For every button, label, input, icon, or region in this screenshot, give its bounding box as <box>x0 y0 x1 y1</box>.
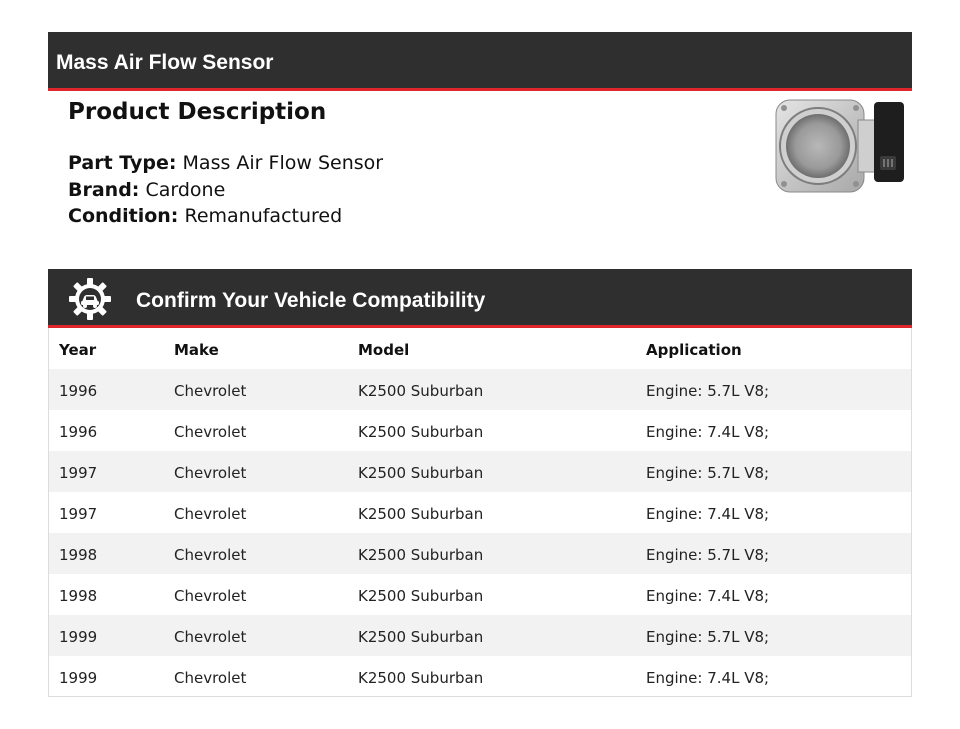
table-row <box>49 574 911 615</box>
cell-year: 1996 <box>59 382 98 400</box>
cell-make: Chevrolet <box>174 669 247 687</box>
cell-application: Engine: 7.4L V8; <box>646 505 770 523</box>
table-row <box>49 615 911 656</box>
cell-make: Chevrolet <box>174 382 247 400</box>
table-row <box>49 492 911 533</box>
cell-application: Engine: 5.7L V8; <box>646 628 770 646</box>
cell-make: Chevrolet <box>174 505 247 523</box>
cell-model: K2500 Suburban <box>358 464 484 482</box>
cell-make: Chevrolet <box>174 587 247 605</box>
cell-year: 1997 <box>59 464 98 482</box>
table-row <box>49 533 911 574</box>
cell-year: 1998 <box>59 546 98 564</box>
cell-application: Engine: 7.4L V8; <box>646 669 770 687</box>
column-header-model: Model <box>358 341 410 359</box>
product-description <box>68 96 383 230</box>
cell-application: Engine: 7.4L V8; <box>646 423 770 441</box>
page-title: Mass Air Flow Sensor <box>56 51 274 74</box>
cell-model: K2500 Suburban <box>358 423 484 441</box>
cell-make: Chevrolet <box>174 464 247 482</box>
column-header-make: Make <box>174 341 219 359</box>
compatibility-title: Confirm Your Vehicle Compatibility <box>136 289 486 312</box>
spec-value: Cardone <box>145 178 226 201</box>
spec-key: Part Type: <box>68 152 177 174</box>
cell-model: K2500 Suburban <box>358 382 484 400</box>
table-row <box>49 369 911 410</box>
table-row <box>49 451 911 492</box>
spec-brand <box>68 177 383 204</box>
gear-car-icon <box>68 277 112 321</box>
cell-application: Engine: 7.4L V8; <box>646 587 770 605</box>
spec-condition <box>68 203 383 230</box>
spec-list <box>68 150 383 230</box>
cell-make: Chevrolet <box>174 628 247 646</box>
cell-year: 1999 <box>59 628 98 646</box>
table-row <box>49 410 911 451</box>
cell-year: 1998 <box>59 587 98 605</box>
spec-key: Condition: <box>68 205 179 227</box>
cell-model: K2500 Suburban <box>358 628 484 646</box>
cell-model: K2500 Suburban <box>358 505 484 523</box>
title-bar <box>48 32 912 91</box>
column-header-year: Year <box>59 341 97 359</box>
description-heading: Product Description <box>68 99 327 125</box>
cell-year: 1999 <box>59 669 98 687</box>
column-header-application: Application <box>646 341 742 359</box>
cell-model: K2500 Suburban <box>358 587 484 605</box>
cell-model: K2500 Suburban <box>358 669 484 687</box>
spec-key: Brand: <box>68 178 140 201</box>
compatibility-bar <box>48 269 912 328</box>
cell-make: Chevrolet <box>174 423 247 441</box>
cell-year: 1996 <box>59 423 98 441</box>
spec-value: Remanufactured <box>184 205 343 227</box>
cell-application: Engine: 5.7L V8; <box>646 464 770 482</box>
spec-part-type <box>68 150 383 177</box>
table-header <box>49 328 911 369</box>
cell-application: Engine: 5.7L V8; <box>646 382 770 400</box>
cell-make: Chevrolet <box>174 546 247 564</box>
mass-air-flow-sensor-image <box>770 96 910 196</box>
cell-year: 1997 <box>59 505 98 523</box>
cell-application: Engine: 5.7L V8; <box>646 546 770 564</box>
compatibility-table <box>48 328 912 697</box>
cell-model: K2500 Suburban <box>358 546 484 564</box>
table-row <box>49 656 911 697</box>
spec-value: Mass Air Flow Sensor <box>182 152 384 174</box>
